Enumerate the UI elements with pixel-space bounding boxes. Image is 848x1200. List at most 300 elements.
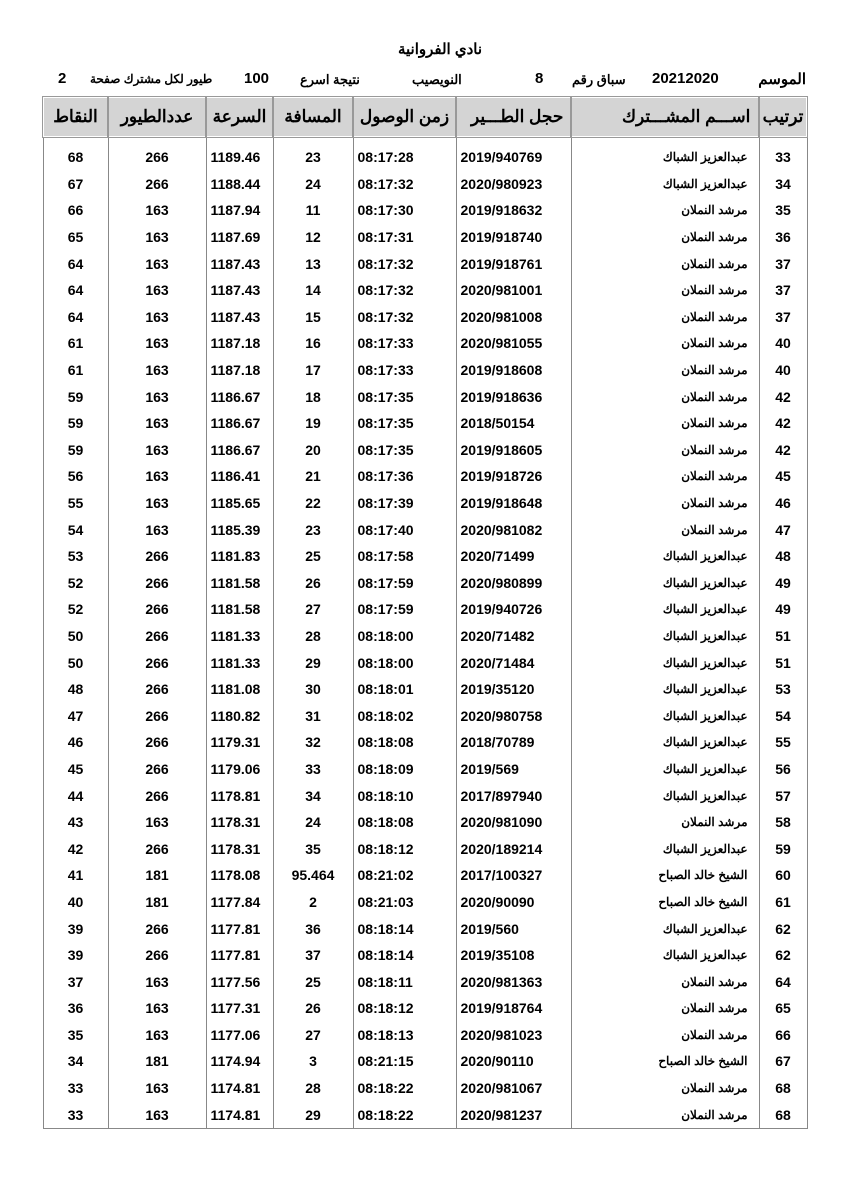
season-value: 20212020 [652,70,719,87]
cell-points: 42 [43,835,108,862]
cell-points: 61 [43,357,108,384]
cell-rank: 54 [759,702,807,729]
cell-distance: 24 [273,809,353,836]
participant-name: عبدالعزيز الشباك [662,948,748,963]
cell-distance: 24 [273,171,353,198]
cell-ring: 2020/189214 [456,835,571,862]
cell-points: 47 [43,702,108,729]
cell-name [571,968,759,995]
cell-name [571,197,759,224]
cell-time: 08:18:22 [353,1075,456,1102]
cell-name [571,570,759,597]
cell-time: 08:18:14 [353,915,456,942]
participant-name: عبدالعزيز الشباك [662,602,748,617]
cell-distance: 12 [273,224,353,251]
table-row [43,250,807,277]
cell-distance: 13 [273,250,353,277]
cell-speed: 1180.82 [206,702,273,729]
cell-rank: 40 [759,357,807,384]
cell-rank: 67 [759,1048,807,1075]
cell-distance: 22 [273,490,353,517]
cell-time: 08:17:32 [353,304,456,331]
table-row [43,1022,807,1049]
cell-points: 52 [43,596,108,623]
table-row [43,437,807,464]
participant-name: مرشد النملان [681,283,748,298]
cell-ring: 2020/981001 [456,277,571,304]
cell-rank: 56 [759,756,807,783]
cell-ring: 2020/981090 [456,809,571,836]
cell-time: 08:18:11 [353,968,456,995]
participant-name: عبدالعزيز الشباك [662,655,748,670]
cell-speed: 1185.39 [206,516,273,543]
participant-name: مرشد النملان [681,815,748,830]
cell-distance: 19 [273,410,353,437]
cell-name [571,596,759,623]
table-row [43,570,807,597]
cell-time: 08:17:33 [353,357,456,384]
participant-name: عبدالعزيز الشباك [662,761,748,776]
cell-time: 08:17:30 [353,197,456,224]
cell-distance: 37 [273,942,353,969]
cell-speed: 1187.69 [206,224,273,251]
cell-birds: 163 [108,1075,206,1102]
table-row [43,729,807,756]
cell-speed: 1179.31 [206,729,273,756]
cell-points: 56 [43,463,108,490]
cell-distance: 15 [273,304,353,331]
cell-ring: 2019/940726 [456,596,571,623]
cell-distance: 27 [273,1022,353,1049]
cell-time: 08:18:22 [353,1101,456,1128]
participant-name: مرشد النملان [681,203,748,218]
cell-rank: 68 [759,1101,807,1128]
cell-name [571,809,759,836]
cell-time: 08:17:35 [353,410,456,437]
table-row [43,277,807,304]
cell-ring: 2020/71499 [456,543,571,570]
participant-name: مرشد النملان [681,469,748,484]
cell-name [571,995,759,1022]
cell-speed: 1178.31 [206,809,273,836]
cell-distance: 29 [273,649,353,676]
cell-ring: 2019/918764 [456,995,571,1022]
cell-distance: 23 [273,516,353,543]
cell-rank: 42 [759,410,807,437]
table-row [43,543,807,570]
participant-name: عبدالعزيز الشباك [662,682,748,697]
cell-distance: 20 [273,437,353,464]
cell-points: 44 [43,782,108,809]
club-title: نادي الفروانية [397,41,483,58]
participant-name: مرشد النملان [681,442,748,457]
cell-ring: 2017/897940 [456,782,571,809]
cell-time: 08:17:35 [353,437,456,464]
cell-rank: 47 [759,516,807,543]
table-row [43,676,807,703]
cell-name [571,330,759,357]
cell-points: 54 [43,516,108,543]
cell-speed: 1186.67 [206,410,273,437]
cell-birds: 266 [108,649,206,676]
result-label: نتيجة اسرع [300,72,360,87]
cell-speed: 1178.81 [206,782,273,809]
cell-distance: 95.464 [273,862,353,889]
cell-name [571,649,759,676]
cell-rank: 34 [759,171,807,198]
cell-rank: 42 [759,437,807,464]
table-row [43,702,807,729]
cell-rank: 59 [759,835,807,862]
cell-points: 64 [43,304,108,331]
cell-rank: 42 [759,383,807,410]
cell-speed: 1187.43 [206,304,273,331]
table-row [43,623,807,650]
cell-name [571,410,759,437]
cell-speed: 1181.83 [206,543,273,570]
cell-name [571,676,759,703]
cell-birds: 163 [108,995,206,1022]
header-points: النقاط [43,97,108,137]
cell-distance: 17 [273,357,353,384]
cell-birds: 181 [108,889,206,916]
participant-name: الشيخ خالد الصباح [658,868,748,883]
cell-time: 08:18:01 [353,676,456,703]
participant-name: مرشد النملان [681,230,748,245]
cell-distance: 21 [273,463,353,490]
cell-rank: 37 [759,304,807,331]
cell-time: 08:18:09 [353,756,456,783]
cell-speed: 1174.81 [206,1075,273,1102]
table-row [43,756,807,783]
cell-ring: 2020/71484 [456,649,571,676]
cell-birds: 163 [108,224,206,251]
table-row [43,809,807,836]
cell-points: 59 [43,383,108,410]
header-ring: حجل الطـــير [456,97,571,137]
cell-points: 37 [43,968,108,995]
participant-name: عبدالعزيز الشباك [662,176,748,191]
cell-distance: 26 [273,995,353,1022]
cell-name [571,543,759,570]
cell-rank: 62 [759,915,807,942]
participant-name: عبدالعزيز الشباك [662,921,748,936]
cell-distance: 25 [273,968,353,995]
cell-time: 08:17:35 [353,383,456,410]
participant-name: الشيخ خالد الصباح [658,894,748,909]
cell-time: 08:21:03 [353,889,456,916]
cell-points: 41 [43,862,108,889]
cell-time: 08:18:00 [353,649,456,676]
cell-distance: 36 [273,915,353,942]
cell-birds: 163 [108,304,206,331]
cell-birds: 266 [108,570,206,597]
cell-birds: 181 [108,862,206,889]
cell-birds: 163 [108,197,206,224]
cell-rank: 61 [759,889,807,916]
cell-time: 08:18:02 [353,702,456,729]
cell-name [571,490,759,517]
cell-points: 39 [43,942,108,969]
cell-rank: 55 [759,729,807,756]
cell-points: 43 [43,809,108,836]
cell-time: 08:21:02 [353,862,456,889]
participant-name: مرشد النملان [681,336,748,351]
cell-rank: 36 [759,224,807,251]
cell-speed: 1187.94 [206,197,273,224]
cell-points: 59 [43,437,108,464]
cell-birds: 266 [108,756,206,783]
header-time: زمن الوصول [353,97,456,137]
cell-name [571,250,759,277]
table-row [43,137,807,171]
table-row [43,968,807,995]
cell-rank: 49 [759,596,807,623]
cell-ring: 2020/981055 [456,330,571,357]
cell-name [571,1101,759,1128]
cell-rank: 51 [759,623,807,650]
participant-name: مرشد النملان [681,522,748,537]
cell-distance: 18 [273,383,353,410]
cell-name [571,383,759,410]
cell-time: 08:17:59 [353,596,456,623]
cell-birds: 266 [108,702,206,729]
cell-rank: 48 [759,543,807,570]
cell-time: 08:17:33 [353,330,456,357]
cell-rank: 35 [759,197,807,224]
race-label: سباق رقم [572,72,626,87]
cell-rank: 62 [759,942,807,969]
cell-rank: 40 [759,330,807,357]
table-row [43,357,807,384]
cell-rank: 37 [759,250,807,277]
cell-time: 08:17:40 [353,516,456,543]
cell-speed: 1187.18 [206,357,273,384]
cell-speed: 1179.06 [206,756,273,783]
cell-speed: 1177.81 [206,942,273,969]
cell-points: 61 [43,330,108,357]
cell-speed: 1181.58 [206,570,273,597]
cell-birds: 266 [108,676,206,703]
cell-speed: 1189.46 [206,137,273,171]
participant-name: عبدالعزيز الشباك [662,708,748,723]
cell-time: 08:17:28 [353,137,456,171]
table-row [43,835,807,862]
cell-name [571,137,759,171]
cell-distance: 14 [273,277,353,304]
cell-ring: 2019/35120 [456,676,571,703]
cell-time: 08:18:12 [353,995,456,1022]
cell-points: 67 [43,171,108,198]
cell-rank: 68 [759,1075,807,1102]
page-number: 2 [58,70,67,87]
table-row [43,516,807,543]
cell-distance: 11 [273,197,353,224]
cell-rank: 58 [759,809,807,836]
cell-birds: 163 [108,809,206,836]
cell-distance: 35 [273,835,353,862]
cell-points: 50 [43,623,108,650]
cell-time: 08:17:36 [353,463,456,490]
cell-speed: 1177.06 [206,1022,273,1049]
cell-ring: 2019/918608 [456,357,571,384]
cell-rank: 49 [759,570,807,597]
table-row [43,330,807,357]
cell-speed: 1181.58 [206,596,273,623]
cell-points: 65 [43,224,108,251]
table-row [43,889,807,916]
table-row [43,915,807,942]
table-row [43,463,807,490]
cell-ring: 2019/918726 [456,463,571,490]
cell-time: 08:17:32 [353,250,456,277]
cell-distance: 25 [273,543,353,570]
cell-points: 40 [43,889,108,916]
cell-distance: 16 [273,330,353,357]
cell-birds: 163 [108,357,206,384]
cell-birds: 266 [108,729,206,756]
race-number: 8 [535,70,544,87]
participant-name: مرشد النملان [681,1107,748,1122]
table-row [43,171,807,198]
bird-count: 100 [244,70,270,87]
cell-rank: 53 [759,676,807,703]
cell-rank: 66 [759,1022,807,1049]
cell-points: 64 [43,250,108,277]
cell-name [571,915,759,942]
cell-rank: 33 [759,137,807,171]
cell-ring: 2018/50154 [456,410,571,437]
cell-birds: 266 [108,596,206,623]
cell-birds: 163 [108,1101,206,1128]
table-row [43,410,807,437]
cell-time: 08:21:15 [353,1048,456,1075]
participant-name: مرشد النملان [681,309,748,324]
cell-ring: 2019/918740 [456,224,571,251]
cell-speed: 1178.08 [206,862,273,889]
participant-name: عبدالعزيز الشباك [662,841,748,856]
table-row [43,383,807,410]
cell-time: 08:17:32 [353,277,456,304]
cell-points: 45 [43,756,108,783]
cell-speed: 1177.56 [206,968,273,995]
header-rank: ترتيب [759,97,807,137]
header-speed: السرعة [206,97,273,137]
table-row [43,304,807,331]
cell-name [571,623,759,650]
cell-ring: 2019/918636 [456,383,571,410]
participant-name: الشيخ خالد الصباح [658,1054,748,1069]
cell-time: 08:17:58 [353,543,456,570]
cell-name [571,357,759,384]
cell-distance: 33 [273,756,353,783]
participant-name: مرشد النملان [681,416,748,431]
cell-distance: 3 [273,1048,353,1075]
cell-ring: 2020/980923 [456,171,571,198]
cell-birds: 266 [108,137,206,171]
cell-distance: 28 [273,623,353,650]
cell-birds: 163 [108,250,206,277]
cell-birds: 163 [108,490,206,517]
participant-name: عبدالعزيز الشباك [662,628,748,643]
participant-name: مرشد النملان [681,974,748,989]
cell-ring: 2018/70789 [456,729,571,756]
table-row [43,942,807,969]
cell-points: 64 [43,277,108,304]
cell-distance: 28 [273,1075,353,1102]
cell-speed: 1187.43 [206,277,273,304]
cell-ring: 2019/560 [456,915,571,942]
cell-distance: 2 [273,889,353,916]
cell-points: 34 [43,1048,108,1075]
participant-name: عبدالعزيز الشباك [662,575,748,590]
cell-time: 08:18:12 [353,835,456,862]
cell-birds: 163 [108,330,206,357]
table-row [43,197,807,224]
table-row [43,1075,807,1102]
cell-name [571,942,759,969]
cell-time: 08:17:32 [353,171,456,198]
cell-ring: 2020/981082 [456,516,571,543]
cell-time: 08:18:00 [353,623,456,650]
cell-name [571,437,759,464]
cell-name [571,756,759,783]
table-row [43,782,807,809]
cell-birds: 163 [108,516,206,543]
header-distance: المسافة [273,97,353,137]
cell-ring: 2019/918605 [456,437,571,464]
participant-name: عبدالعزيز الشباك [662,788,748,803]
cell-speed: 1186.41 [206,463,273,490]
cell-name [571,171,759,198]
cell-name [571,277,759,304]
cell-time: 08:18:10 [353,782,456,809]
cell-rank: 46 [759,490,807,517]
cell-name [571,702,759,729]
table-row [43,490,807,517]
cell-name [571,224,759,251]
cell-speed: 1186.67 [206,383,273,410]
cell-speed: 1181.33 [206,623,273,650]
cell-ring: 2020/71482 [456,623,571,650]
cell-distance: 30 [273,676,353,703]
cell-birds: 266 [108,942,206,969]
results-table [42,96,808,1129]
cell-points: 33 [43,1101,108,1128]
cell-speed: 1185.65 [206,490,273,517]
cell-distance: 27 [273,596,353,623]
cell-speed: 1187.43 [206,250,273,277]
cell-points: 66 [43,197,108,224]
cell-speed: 1181.33 [206,649,273,676]
cell-points: 59 [43,410,108,437]
cell-ring: 2017/100327 [456,862,571,889]
cell-ring: 2020/981023 [456,1022,571,1049]
cell-ring: 2019/569 [456,756,571,783]
cell-points: 53 [43,543,108,570]
cell-birds: 266 [108,171,206,198]
participant-name: مرشد النملان [681,256,748,271]
cell-name [571,516,759,543]
cell-time: 08:18:14 [353,942,456,969]
cell-speed: 1178.31 [206,835,273,862]
header-name: اســـم المشـــترك [571,97,759,137]
cell-speed: 1187.18 [206,330,273,357]
cell-speed: 1188.44 [206,171,273,198]
table-row [43,596,807,623]
season-label: الموسم [758,71,806,88]
cell-points: 35 [43,1022,108,1049]
